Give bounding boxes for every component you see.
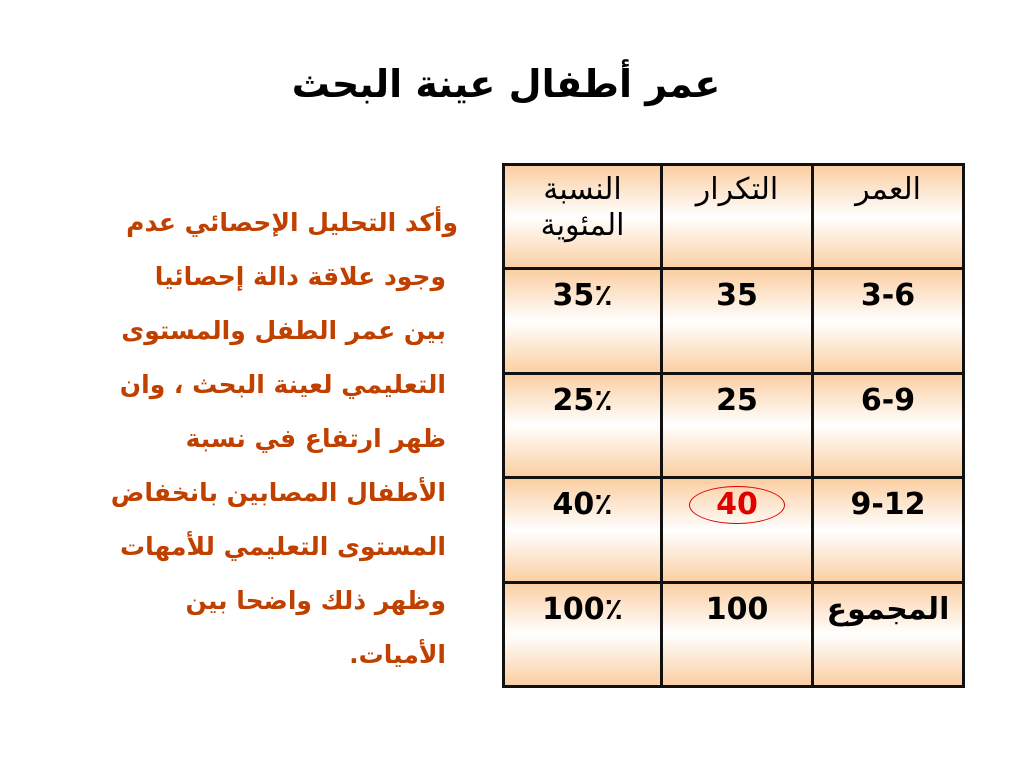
body-line: وأكد التحليل الإحصائي عدم [126,208,458,237]
highlighted-frequency: 40 [689,486,785,524]
table-header-row [504,165,964,269]
cell-percent: 100٪ [504,582,662,686]
body-line: المستوى التعليمي للأمهات [120,532,446,561]
body-text [6,196,458,682]
body-line: وظهر ذلك واضحا بين [185,586,446,615]
slide-title: عمر أطفال عينة البحث [291,62,721,106]
cell-percent: 25٪ [504,373,662,477]
table-row-total [504,582,964,686]
cell-age: 6-9 [813,373,964,477]
cell-frequency: 100 [662,582,813,686]
cell-percent: 40٪ [504,478,662,582]
body-line: التعليمي لعينة البحث ، وان [119,370,446,399]
body-line: بين عمر الطفل والمستوى [121,316,446,345]
header-frequency: التكرار [662,165,813,269]
header-percent: النسبة المئوية [504,165,662,269]
cell-frequency: 35 [662,269,813,373]
cell-percent: 35٪ [504,269,662,373]
age-table [502,163,965,688]
cell-age: 9-12 [813,478,964,582]
table-row [504,373,964,477]
body-line: وجود علاقة دالة إحصائيا [154,262,446,291]
body-line: الأطفال المصابين بانخفاض [110,478,446,507]
cell-age: المجموع [813,582,964,686]
header-age: العمر [813,165,964,269]
cell-frequency: 25 [662,373,813,477]
cell-age: 3-6 [813,269,964,373]
cell-frequency [662,478,813,582]
table-row [504,478,964,582]
table-row [504,269,964,373]
body-line: ظهر ارتفاع في نسبة [185,424,446,453]
body-line: الأميات. [349,640,446,669]
